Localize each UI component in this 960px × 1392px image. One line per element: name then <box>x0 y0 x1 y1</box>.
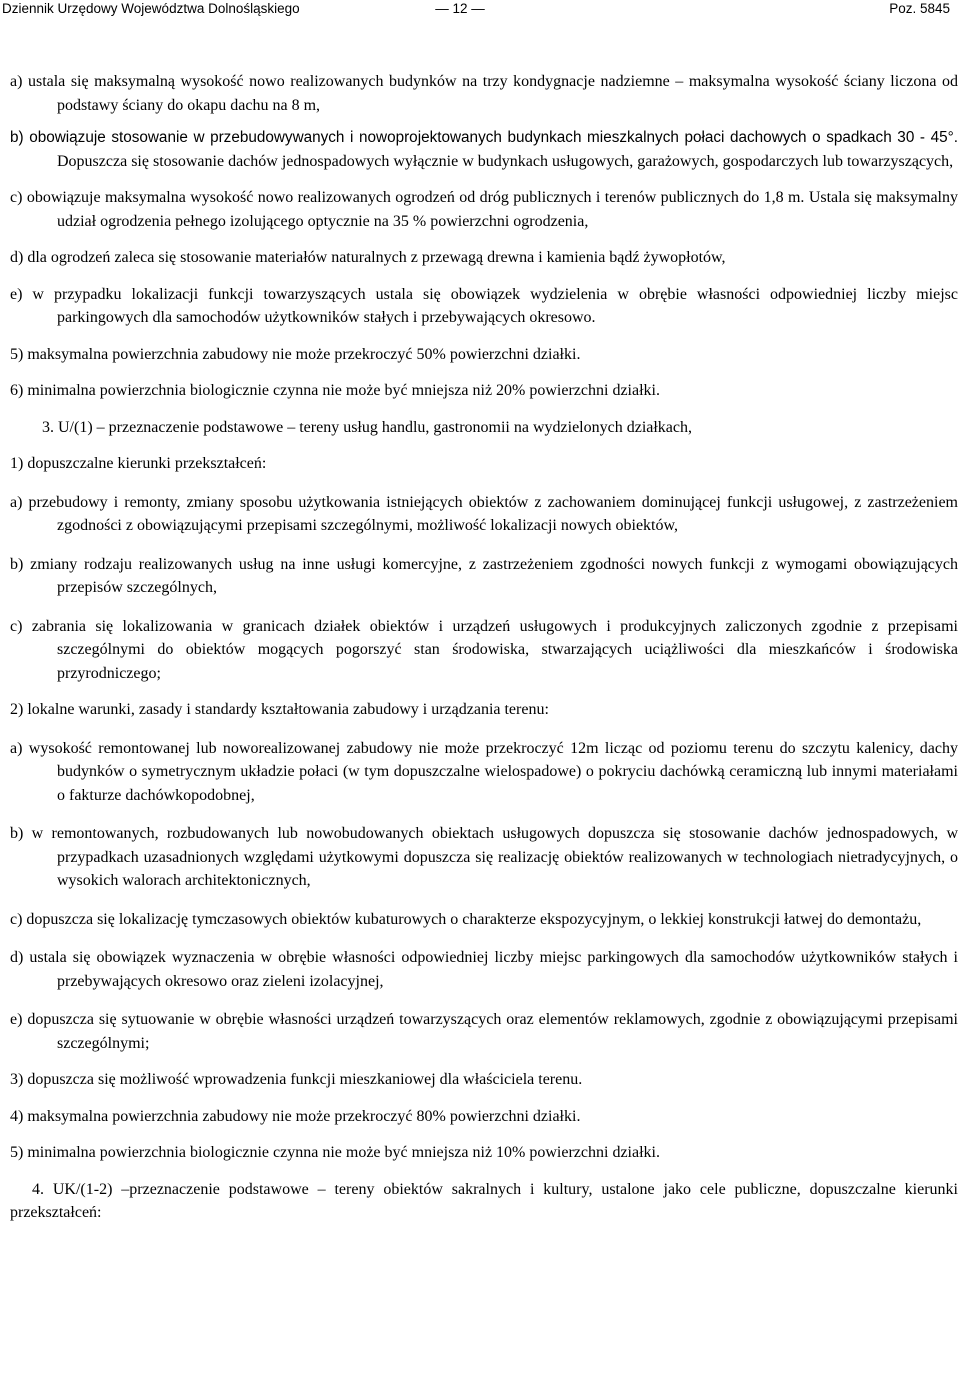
section-3-point-2-item-a: a) wysokość remontowanej lub noworealizowanej zabudowy nie może przekroczyć 12m licząc od poziomu terenu do szczytu kalenicy, dachy budynków o symetrycznym układzie połaci (w tym dopuszczalne wielospadowe) o pokryciu dachówką ceramiczną lub innymi materiałami o fakturze dachówkopodobnej, <box>10 739 958 804</box>
list-item-b-roofs <box>10 126 958 173</box>
section-3-point-3: 3) dopuszcza się możliwość wprowadzenia funkcji mieszkaniowej dla właściciela terenu. <box>10 1071 583 1088</box>
section-3-point-2-item-b: b) w remontowanych, rozbudowanych lub nowobudowanych obiektach usługowych dopuszcza się stosowanie dachów jednospadowych, w przypadkach uzasadnionych względami użytkowymi dopuszcza się realizację obiektów realizowanych w technologiach nietradycyjnych, o wysokich walorach architektonicznych, <box>10 825 958 889</box>
section-3-point-5: 5) minimalna powierzchnia biologicznie czynna nie może być mniejsza niż 10% powierzchni działki. <box>10 1144 660 1161</box>
section-3-item-b: b) zmiany rodzaju realizowanych usług na inne usługi komercyjne, z zastrzeżeniem zgodności nowych funkcji z wymogami obowiązujących przepisów szczególnych, <box>10 555 958 596</box>
journal-title: Dziennik Urzędowy Województwa Dolnośląskiego <box>2 1 300 16</box>
section-3-point-2-item-e: e) dopuszcza się sytuowanie w obrębie własności urządzeń towarzyszących oraz elementów reklamowych, zgodnie z obowiązującymi przepisami szczególnymi; <box>10 1011 958 1052</box>
section-3-point-2: 2) lokalne warunki, zasady i standardy kształtowania zabudowy i urządzania terenu: <box>10 701 549 718</box>
roof-slope-text: b) obowiązuje stosowanie w przebudowywanych i nowoprojektowanych budynkach mieszkalnych połaci dachowych o spadkach 30 - 45°. <box>10 129 958 146</box>
page-number: — 12 — <box>435 1 485 16</box>
section-3-point-2-item-c: c) dopuszcza się lokalizację tymczasowych obiektów kubaturowych o charakterze ekspozycyjnym, o lekkiej konstrukcji łatwej do demontażu, <box>10 910 922 928</box>
section-4-text: 4. UK/(1-2) –przeznaczenie podstawowe – tereny obiektów sakralnych i kultury, ustalone jako cele publiczne, dopuszczalne kierunki przekształceń: <box>10 1180 958 1221</box>
section-3-item-c: c) zabrania się lokalizowania w granicach działek obiektów i urządzeń usługowych i produkcyjnych zaliczonych zgodnie z przepisami szczególnymi do obiektów mogących pogorszyć stan środowiska, stwarzających uciążliwości dla mieszkańców i środowiska przyrodniczego; <box>10 617 958 682</box>
section-3-point-4: 4) maksymalna powierzchnia zabudowy nie może przekroczyć 80% powierzchni działki. <box>10 1107 581 1125</box>
section-3-heading: 3. U/(1) – przeznaczenie podstawowe – tereny usług handlu, gastronomii na wydzielonych działkach, <box>42 418 693 436</box>
list-item-c-fences: c) obowiązuje maksymalna wysokość nowo realizowanych ogrodzeń od dróg publicznych i terenów publicznych do 1,8 m. Ustala się maksymalny udział ogrodzenia pełnego izolującego optycznie na 35 % powierzchni ogrodzenia, <box>10 189 958 230</box>
document-body <box>10 70 958 1225</box>
position-number: Poz. 5845 <box>889 1 950 16</box>
section-3-point-2-item-d: d) ustala się obowiązek wyznaczenia w obrębie własności odpowiedniej liczby miejsc parkingowych dla samochodów użytkowników stałych i przebywających okresowo oraz zieleni izolacyjnej, <box>10 949 958 990</box>
list-item-e-parking: e) w przypadku lokalizacji funkcji towarzyszących ustala się obowiązek wydzielenia w obrębie własności odpowiedniej liczby miejsc parkingowych dla samochodów użytkowników stałych i przebywających okresowo. <box>10 285 958 326</box>
section-4-heading <box>10 1178 958 1225</box>
point-6-biological-area: 6) minimalna powierzchnia biologicznie czynna nie może być mniejsza niż 20% powierzchni działki. <box>10 382 660 399</box>
section-3-item-a: a) przebudowy i remonty, zmiany sposobu użytkowania istniejących obiektów z zachowaniem dominującej funkcji usługowej, z zastrzeżeniem zgodności z obowiązującymi przepisami szczególnymi, możliwość lokalizacji nowych obiektów, <box>10 493 958 534</box>
list-item-d-fence-materials: d) dla ogrodzeń zaleca się stosowanie materiałów naturalnych z przewagą drewna i kamienia bądź żywopłotów, <box>10 249 726 266</box>
page-header <box>0 0 960 18</box>
list-item-a-height: a) ustala się maksymalną wysokość nowo realizowanych budynków na trzy kondygnacje nadziemne – maksymalna wysokość ściany liczona od podstawy ściany do okapu dachu na 8 m, <box>10 73 958 114</box>
point-5-building-area: 5) maksymalna powierzchnia zabudowy nie może przekroczyć 50% powierzchni działki. <box>10 345 581 363</box>
roof-exception-text: Dopuszcza się stosowanie dachów jednospadowych wyłącznie w budynkach usługowych, garażowych, gospodarczych lub towarzyszących, <box>57 152 954 170</box>
section-3-point-1: 1) dopuszczalne kierunki przekształceń: <box>10 455 267 472</box>
